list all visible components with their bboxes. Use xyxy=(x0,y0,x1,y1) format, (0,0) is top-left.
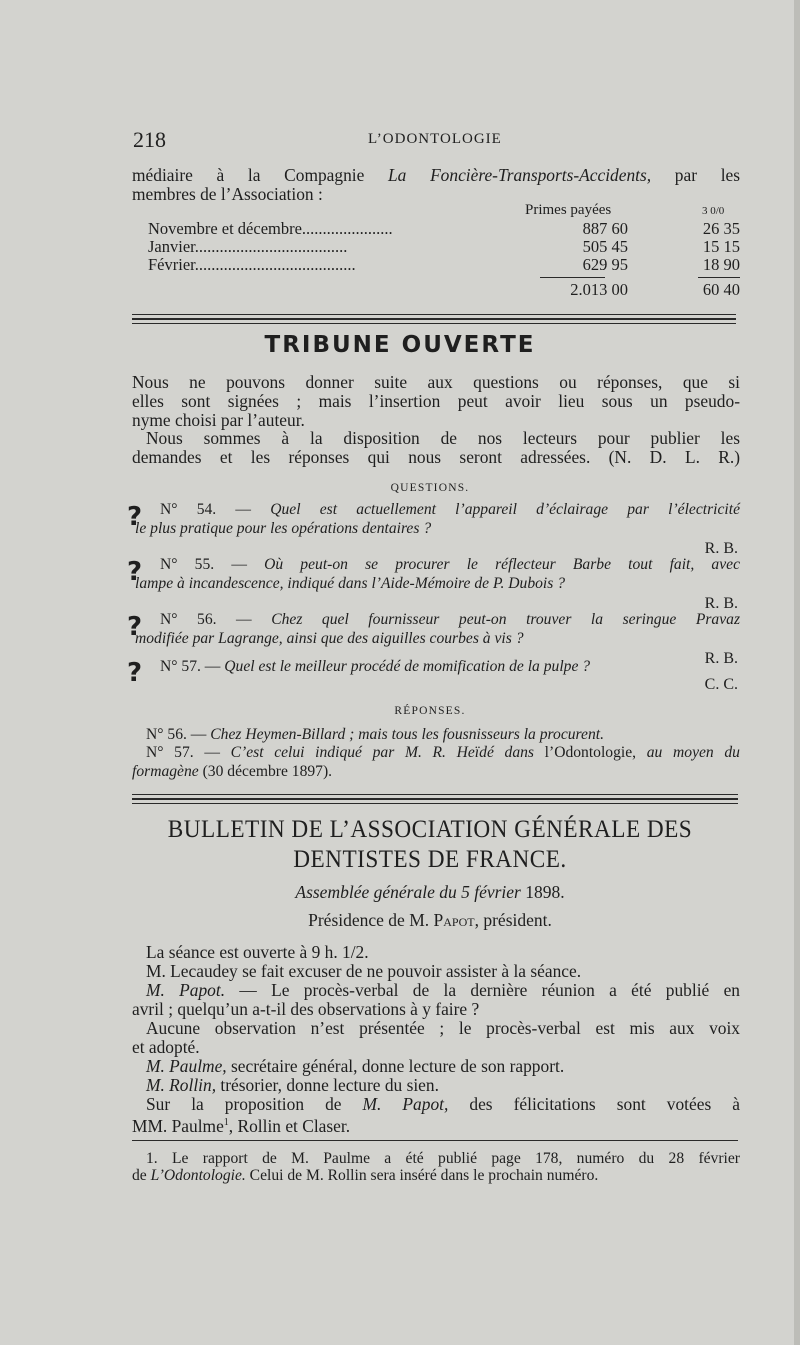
response-line: formagène (30 décembre 1897). xyxy=(132,763,333,780)
question-mark-icon: ? xyxy=(127,612,143,642)
minutes-line: M. Paulme, secrétaire général, donne lecture de son rapport. xyxy=(146,1056,565,1076)
minutes-line: M. Rollin, trésorier, donne lecture du sien. xyxy=(146,1075,439,1095)
presidence-line: Présidence de M. Papot, président. xyxy=(308,910,552,930)
intro-line-1: médiaire à la Compagnie La Foncière-Transports-Accidents, par les xyxy=(132,165,741,185)
bulletin-title-line-1: BULLETIN DE L’ASSOCIATION GÉNÉRALE DES xyxy=(167,816,693,843)
footnote-line: 1. Le rapport de M. Paulme a été publié page 178, numéro du 28 février xyxy=(146,1150,740,1167)
response-line: N° 57. — C’est celui indiqué par M. R. Heïdé dans l’Odontologie, au moyen du xyxy=(146,744,740,761)
table-row: Janvier..................................... 505 45 15 15 xyxy=(148,237,740,256)
question-line: N° 57. — Quel est le meilleur procédé de momification de la pulpe ? xyxy=(160,658,591,675)
section-separator xyxy=(132,798,738,800)
table-row: Novembre et décembre...................... 887 60 26 35 xyxy=(148,219,740,238)
question-signature: C. C. xyxy=(704,676,738,693)
minutes-line: M. Lecaudey se fait excuser de ne pouvoir assister à la séance. xyxy=(146,961,582,981)
tribune-para-line: demandes et les réponses qui nous seront adressées. (N. D. L. R.) xyxy=(132,447,740,467)
table-row: Février....................................... 629 95 18 90 xyxy=(148,255,740,274)
minutes-line: La séance est ouverte à 9 h. 1/2. xyxy=(146,942,369,962)
minutes-line: et adopté. xyxy=(132,1037,200,1057)
table-total-row: 2.013 00 60 40 xyxy=(570,280,740,299)
section-separator xyxy=(132,314,736,315)
minutes-line: MM. Paulme$^1$, Rollin et Claser. xyxy=(132,1115,351,1136)
question-line: N° 56. — Chez quel fournisseur peut-on trouver la seringue Pravaz xyxy=(160,611,741,628)
question-mark-icon: ? xyxy=(127,658,143,688)
question-line: modifiée par Lagrange, ainsi que des aiguilles courbes à vis ? xyxy=(135,630,524,647)
minutes-line: avril ; quelqu’un a-t-il des observations à y faire ? xyxy=(132,999,480,1019)
tribune-heading: TRIBUNE OUVERTE xyxy=(264,332,536,358)
minutes-line: Sur la proposition de M. Papot, des félicitations sont votées à xyxy=(146,1094,740,1114)
sum-rule-pct xyxy=(698,277,740,278)
tribune-para-line: Nous ne pouvons donner suite aux questions ou réponses, que si xyxy=(132,372,740,392)
running-title: L’ODONTOLOGIE xyxy=(368,131,502,147)
question-line: N° 54. — Quel est actuellement l’appareil d’éclairage par l’électricité xyxy=(160,501,741,518)
footnote-rule xyxy=(132,1140,738,1141)
section-separator xyxy=(132,323,736,324)
assembly-subtitle: Assemblée générale du 5 février 1898. xyxy=(295,882,565,902)
table-header-pct: 3 0/0 xyxy=(702,205,725,217)
question-signature: R. B. xyxy=(704,540,738,557)
tribune-para-line: Nous sommes à la disposition de nos lecteurs pour publier les xyxy=(146,428,740,448)
sum-rule-primes xyxy=(540,277,605,278)
footnote-line: de L’Odontologie. Celui de M. Rollin sera inséré dans le prochain numéro. xyxy=(132,1167,599,1184)
question-line: lampe à incandescence, indiqué dans l’Aide-Mémoire de P. Dubois ? xyxy=(135,575,566,592)
question-signature: R. B. xyxy=(704,595,738,612)
question-signature: R. B. xyxy=(704,650,738,667)
page-edge-shadow xyxy=(794,0,800,1345)
minutes-line: M. Papot. — Le procès-verbal de la dernière réunion a été publié en xyxy=(146,980,740,1000)
bulletin-title-line-2: DENTISTES DE FRANCE. xyxy=(293,846,567,873)
section-separator xyxy=(132,803,738,804)
tribune-para-line: elles sont signées ; mais l’insertion peut avoir lieu sous un pseudo- xyxy=(132,391,740,411)
section-separator xyxy=(132,318,736,320)
section-separator xyxy=(132,794,738,795)
intro-line-2: membres de l’Association : xyxy=(132,184,323,204)
question-mark-icon: ? xyxy=(127,557,143,587)
questions-heading: QUESTIONS. xyxy=(390,482,470,494)
table-header-primes: Primes payées xyxy=(525,202,612,218)
responses-heading: RÉPONSES. xyxy=(394,705,466,717)
page-number: 218 xyxy=(133,127,166,152)
minutes-line: Aucune observation n’est présentée ; le procès-verbal est mis aux voix xyxy=(146,1018,740,1038)
tribune-para-line: nyme choisi par l’auteur. xyxy=(132,410,305,430)
response-line: N° 56. — Chez Heymen-Billard ; mais tous les fousnisseurs la procurent. xyxy=(146,726,604,743)
question-line: N° 55. — Où peut-on se procurer le réflecteur Barbe tout fait, avec xyxy=(160,556,740,573)
question-mark-icon: ? xyxy=(127,502,143,532)
question-line: le plus pratique pour les opérations dentaires ? xyxy=(135,520,432,537)
